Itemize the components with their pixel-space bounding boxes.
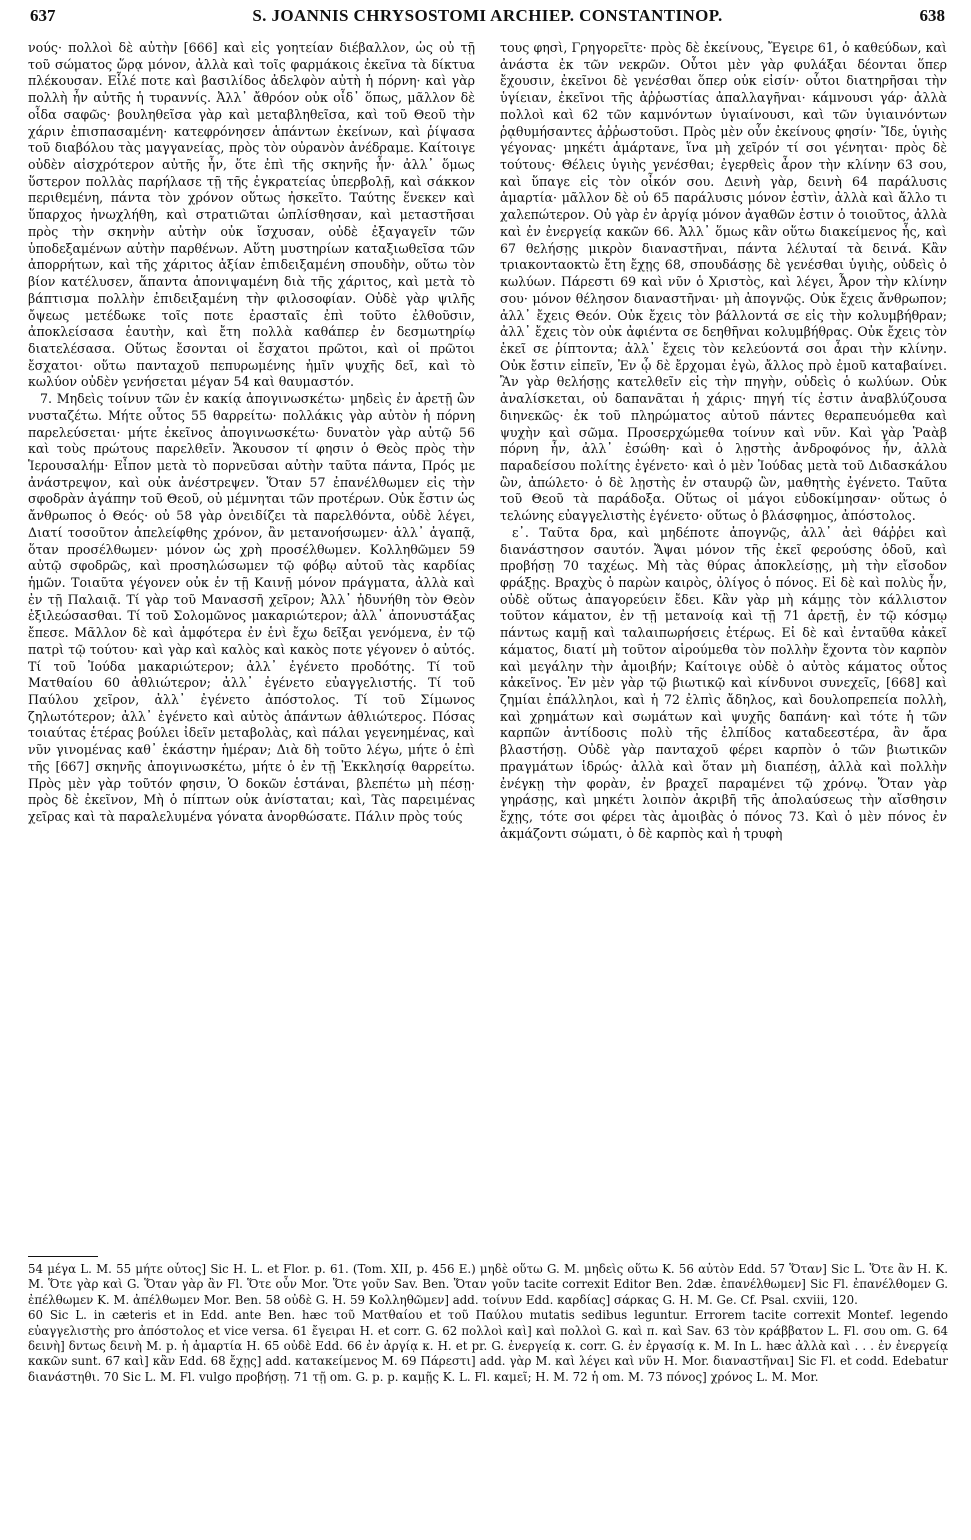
page-number-left: 637 <box>30 6 56 25</box>
footnote-rule <box>28 1256 98 1257</box>
paragraph: 7. Μηδεὶς τοίνυν τῶν ἐν κακίᾳ ἀπογινωσκέτω· μηδεὶς ἐν ἀρετῇ ὢν νυσταζέτω. Μήτε οὗτος 55 θαρρείτω· πολλάκις γὰρ αὐτὸν ἡ πόρνη παρελεύσεται· μήτε ἐκεῖνος ἀπογινωσκέτω· δυνατὸν γὰρ αὐτῷ 56 καὶ τοὺς πρώτους παρελθεῖν. Ἄκουσον τί φησιν ὁ Θεὸς πρὸς τὴν Ἱερουσαλήμ· Εἶπον μετὰ τὸ πορνεῦσαι αὐτὴν ταῦτα πάντα, Πρός με ἀνάστρεψον, καὶ οὐκ ἀνέστρεψεν. Ὅταν 57 ἐπανέλθωμεν εἰς τὴν σφοδρὰν ἀγάπην τοῦ Θεοῦ, οὐ μέμνηται τῶν προτέρων. Οὐκ ἔστιν ὡς ἄνθρωπος ὁ Θεός· οὐ 58 γὰρ ὀνειδίζει τὰ παρελθόντα, οὐδὲ λέγει, Διατί τοσοῦτον ἀπελείφθης χρόνον, ἂν μετανοήσωμεν· ἀλλ᾽ ἀγαπᾷ, ὅταν προσέλθωμεν· μόνον ὡς χρὴ προσέλθωμεν. Κολληθῶμεν 59 αὐτῷ σφοδρῶς, καὶ προσηλώσωμεν τῷ φόβῳ αὐτοῦ τὰς καρδίας ἡμῶν. Τοιαῦτα γέγονεν οὐκ ἐν τῇ Καινῇ μόνον πράγματα, ἀλλὰ καὶ ἐν τῇ Παλαιᾷ. Τί γὰρ τοῦ Μανασσῆ χεῖρον; Ἀλλ᾽ ἠδυνήθη τὸν Θεὸν ἐξιλεώσασθαι. Τί τοῦ Σολομῶνος μακαριώτερον; ἀλλ᾽ ἀπονυστάξας ἔπεσε. Μᾶλλον δὲ καὶ ἀμφότερα ἐν ἑνὶ ἔχω δεῖξαι γενόμενα, ἐν τῷ πατρὶ τῷ τούτου· καὶ γὰρ καὶ καλὸς καὶ κακὸς ποτε γέγονεν ὁ αὐτός. Τί τοῦ Ἰούδα μακαριώτερον; ἀλλ᾽ ἐγένετο προδότης. Τί τοῦ Ματθαίου 60 ἀθλιώτερον; ἀλλ᾽ ἐγένετο εὐαγγελιστής. Τί τοῦ Παύλου χεῖρον, ἀλλ᾽ ἐγένετο ἀπόστολος. Τί τοῦ Σίμωνος ζηλωτότερον; ἀλλ᾽ ἐγένετο καὶ αὐτὸς ἁπάντων ἀθλιώτερος. Πόσας τοιαύτας ἑτέρας βούλει ἰδεῖν μεταβολὰς, καὶ πάλαι γεγενημένας, καὶ νῦν γινομένας καθ᾽ ἑκάστην ἡμέραν; Διὰ δὴ τοῦτο λέγω, μήτε ὁ ἐπὶ τῆς [667] σκηνῆς ἀπογινωσκέτω, μήτε ὁ ἐν τῇ Ἐκκλησίᾳ θαρρείτω. Πρὸς μὲν γὰρ τοῦτόν φησιν, Ὁ δοκῶν ἑστάναι, βλεπέτω μὴ πέσῃ· πρὸς δὲ ἐκεῖνον, Μὴ ὁ πίπτων οὐκ ἀνίσταται; καὶ, Τὰς παρειμένας χεῖρας καὶ τὰ παραλελυμένα γόνατα ἀνορθώσατε. Πάλιν πρὸς τούς <box>28 391 475 825</box>
paragraph: τους φησὶ, Γρηγορεῖτε· πρὸς δὲ ἐκείνους, Ἔγειρε 61, ὁ καθεύδων, καὶ ἀνάστα ἐκ τῶν νεκρῶν. Οὗτοι μὲν γὰρ φυλάξαι δέονται ὅπερ ἔχουσιν, ἐκεῖνοι δὲ γενέσθαι ὅπερ οὐκ εἰσίν· οὗτοι διατηρῆσαι τὴν ὑγίειαν, ἐκεῖνοι τῆς ἀῤῥωστίας ἀπαλλαγῆναι· κάμνουσι γάρ· ἀλλὰ πολλοὶ καὶ 62 τῶν καμνόντων ὑγιαίνουσι, καὶ τῶν ὑγιαινόντων ῥᾳθυμήσαντες ἀῤῥωστοῦσι. Πρὸς μὲν οὖν ἐκείνους φησίν· Ἴδε, ὑγιὴς γέγονας· μηκέτι ἁμάρτανε, ἵνα μὴ χεῖρόν τί σοι γένηται· πρὸς δὲ τούτους· Θέλεις ὑγιὴς γενέσθαι; ἐγερθεὶς ἆρον τὴν κλίνην 63 σου, καὶ ὕπαγε εἰς τὸν οἶκόν σου. Δεινὴ γὰρ, δεινὴ 64 παράλυσις ἁμαρτία· μᾶλλον δὲ οὐ 65 παράλυσις μόνον ἐστὶν, ἀλλὰ καὶ ἄλλο τι χαλεπώτερον. Οὐ γὰρ ἐν ἀργίᾳ μόνον ἀγαθῶν ἐστιν ὁ τοιοῦτος, ἀλλὰ καὶ ἐν ἐνεργείᾳ κακῶν 66. Ἀλλ᾽ ὅμως κἂν οὕτω διακείμενος ἧς, καὶ 67 θελήσῃς μικρὸν διαναστῆναι, πάντα λέλυταί τὰ δεινά. Κἂν τριακονταοκτὼ ἔτη ἔχῃς 68, σπουδάσῃς δὲ γενέσθαι ὑγιὴς, οὐδεὶς ὁ κωλύων. Πάρεστι 69 καὶ νῦν ὁ Χριστὸς, καὶ λέγει, Ἆρον τὴν κλίνην σου· μόνον θέλησον διαναστῆναι· μὴ ἀπογνῷς. Οὐκ ἔχεις ἄνθρωπον; ἀλλ᾽ ἔχεις Θεόν. Οὐκ ἔχεις τὸν βάλλοντά σε εἰς τὴν κολυμβήθραν; ἀλλ᾽ ἔχεις τὸν οὐκ ἀφιέντα σε δεηθῆναι κολυμβήθρας. Οὐκ ἔχεις τὸν ἐκεῖ σε ῥίπτοντα; ἀλλ᾽ ἔχεις τὸν κελεύοντά σοι ἆραι τὴν κλίνην. Οὐκ ἔστιν εἰπεῖν, Ἐν ᾧ δὲ ἔρχομαι ἐγὼ, ἄλλος πρὸ ἐμοῦ καταβαίνει. Ἂν γὰρ θελήσῃς κατελθεῖν εἰς τὴν πηγὴν, οὐδεὶς ὁ κωλύων. Οὐκ ἀναλίσκεται, οὐ δαπανᾶται ἡ χάρις· πηγή τίς ἐστιν ἀναβλύζουσα διηνεκῶς· ἐκ τοῦ πληρώματος αὐτοῦ πάντες θεραπευόμεθα καὶ ψυχὴν καὶ σῶμα. Προσερχώμεθα τοίνυν καὶ νῦν. Καὶ γὰρ Ῥαὰβ πόρνη ἦν, ἀλλ᾽ ἐσώθη· καὶ ὁ λῃστὴς ἀνδροφόνος ἦν, ἀλλὰ παραδείσου πολίτης ἐγένετο· καὶ ὁ μὲν Ἰούδας μετὰ τοῦ Διδασκάλου ὢν, ἀπώλετο· ὁ δὲ λῃστὴς ἐν σταυρῷ ὢν, μαθητὴς ἐγένετο. Ταῦτα τοῦ Θεοῦ τὰ παράδοξα. Οὕτως οἱ μάγοι εὐδοκίμησαν· οὕτως ὁ τελώνης εὐαγγελιστὴς ἐγένετο· οὕτως ὁ βλάσφημος, ἀπόστολος. <box>500 40 947 524</box>
footnote-block: 54 μέγα L. M. 55 μήτε οὗτος] Sic H. L. et Flor. p. 61. (Tom. XII, p. 456 E.) μηδὲ οὕτω G. M. μηδεὶς οὕτω K. 56 αὐτὸν Edd. 57 Ὅταν] Sic L. Ὅτε ἂν H. K. M. Ὅτε γὰρ καὶ G. Ὅταν γὰρ ἂν Fl. Ὅτε οὖν Mor. Ὅτε γοῦν Sav. Ben. Ὅταν γοῦν tacite correxit Editor Ben. 2dæ. ἐπανέλθωμεν] Sic Fl. ἐπανέλθομεν G. ἐπέλθωμεν K. M. ἀπέλθωμεν Mor. Ben. 58 οὐδὲ G. H. 59 Κολληθῶμεν] add. τοίνυν Edd. καρδίας] σάρκας G. H. M. Ge. Cf. Psal. cxviii, 120. <box>28 1262 948 1307</box>
paragraph: νούς· πολλοὶ δὲ αὐτὴν [666] καὶ εἰς γοητείαν διέβαλλον, ὡς οὐ τῇ τοῦ σώματος ὥρᾳ μόνον, ἀλλὰ καὶ τοῖς φαρμάκοις ἐκεῖνα τὰ δίκτυα πλέκουσαν. Εἷλέ ποτε καὶ βασιλίδος ἀδελφὸν αὐτὴ ἡ πόρνη· καὶ γὰρ πολλὴ ἦν αὐτῆς ἡ τυραννίς. Ἀλλ᾽ ἄθρόον οὐκ οἶδ᾽ ὅπως, μᾶλλον δὲ οἶδα σαφῶς· βουληθεῖσα γὰρ καὶ μεταβληθεῖσα, καὶ τοῦ Θεοῦ τὴν χάριν ἐπισπασαμένη· κατεφρόνησεν ἁπάντων ἐκείνων, καὶ ῥίψασα τοῦ διαβόλου τὰς μαγγανείας, πρὸς τὸν οὐρανὸν ἀνέδραμε. Καίτοιγε οὐδὲν αἰσχρότερον αὐτῆς ἦν, ὅτε ἐπὶ τῆς σκηνῆς ἦν· ἀλλ᾽ ὅμως ὕστερον πολλὰς παρήλασε τῇ τῆς ἐγκρατείας ὑπερβολῇ, καὶ σάκκον περιθεμένη, πάντα τὸν χρόνον οὕτως ἠσκεῖτο. Ταύτης ἕνεκεν καὶ ὕπαρχος ἠνωχλήθη, καὶ στρατιῶται ὡπλίσθησαν, καὶ μεταστῆσαι πρὸς τὴν σκηνὴν αὐτὴν οὐκ ἴσχυσαν, οὐδὲ ἐξαγαγεῖν τῶν ὑποδεξαμένων αὐτὴν παρθένων. Αὕτη μυστηρίων καταξιωθεῖσα τῶν ἀπορρήτων, καὶ τῆς χάριτος ἀξίαν ἐπιδειξαμένη σπουδὴν, οὕτω τὸν βίον κατέλυσεν, ἅπαντα ἀπονιψαμένη διὰ τῆς χάριτος, καὶ μετὰ τὸ βάπτισμα πολλὴν ἐπιδειξαμένη τὴν φιλοσοφίαν. Οὐδὲ γὰρ ψιλῆς ὄψεως μετέδωκε τοῖς ποτε ἐρασταῖς ἐπὶ τοῦτο ἐλθοῦσιν, ἀποκλείσασα ἑαυτὴν, καὶ ἔτη πολλὰ καθάπερ ἐν δεσμωτηρίῳ διατελέσασα. Οὕτως ἔσονται οἱ ἔσχατοι πρῶτοι, καὶ οἱ πρῶτοι ἔσχατοι· οὕτω πανταχοῦ πεπυρωμένης ἡμῖν ψυχῆς δεῖ, καὶ τὸ κωλύον οὐδὲν γενήσεται μέγαν 54 καὶ θαυμαστόν. <box>28 40 475 390</box>
running-title: S. JOANNIS CHRYSOSTOMI ARCHIEP. CONSTANTINOP. <box>252 6 723 25</box>
left-column <box>28 40 475 1250</box>
footnote-block: 60 Sic L. in cæteris et in Edd. ante Ben. hæc τοῦ Ματθαίου et τοῦ Παύλου mutatis sedibus leguntur. Errorem tacite correxit Montef. legendo εὐαγγελιστὴς pro ἀπόστολος et vice versa. 61 ἔγειραι H. et corr. G. 62 πολλοὶ καὶ] καὶ πολλοὶ G. καὶ π. καὶ Sav. 63 τὸν κράββατον L. Fl. σου om. G. 64 δεινὴ] δντως δεινὴ M. p. ἡ ἁμαρτία H. 65 οὐδὲ Edd. 66 ἐν ἀργίᾳ κ. H. et pr. G. ἐνεργείᾳ κ. corr. G. ἐν ἐργασίᾳ κ. M. In L. hæc ἀλλὰ καὶ . . . ἐν ἐνεργείᾳ κακῶν sunt. 67 καὶ] κἂν Edd. 68 ἔχῃς] add. κατακείμενος M. 69 Πάρεστι] add. γὰρ M. καὶ λέγει καὶ νῦν H. Mor. διαναστῆναι] Sic Fl. et codd. Edebatur διανάστηθι. 70 Sic L. M. Fl. vulgo προβήσῃ. 71 τῇ om. G. p. p. καμῇς K. L. Fl. καμεῖ; H. M. 72 ἡ om. M. 73 πόνος] χρόνος L. M. Mor. <box>28 1308 948 1384</box>
page-number-right: 638 <box>919 6 945 25</box>
footnotes <box>28 1262 948 1530</box>
right-column <box>500 40 947 1250</box>
paragraph: ε᾽. Ταῦτα δρα, καὶ μηδέποτε ἀπογνῷς, ἀλλ᾽ ἀεὶ θάῤῥει καὶ διανάστησον σαυτόν. Ἄψαι μόνον τῆς ἐκεῖ φερούσης ὁδοῦ, καὶ προβήσῃ 70 ταχέως. Μὴ τὰς θύρας ἀποκλείσῃς, μὴ τὴν εἴσοδον φράξῃς. Βραχὺς ὁ παρὼν καιρὸς, ὀλίγος ὁ πόνος. Εἰ δὲ καὶ πολὺς ἦν, οὐδὲ οὕτως ἀπαγορεύειν ἔδει. Κἂν γὰρ μὴ κάμῃς τὸν κάλλιστον τοῦτον κάματον, ἐν τῇ μετανοίᾳ καὶ τῇ 71 ἀρετῇ, ἐν τῷ κόσμῳ πάντως καμῇ καὶ ταλαιπωρήσεις ἑτέρως. Εἰ δὲ καὶ ἐνταῦθα κἀκεῖ κάματος, διατί μὴ τοῦτον αἱρούμεθα τὸν πολλὴν ἔχοντα τὸν καρπὸν καὶ μεγάλην τὴν ἀμοιβήν; Καίτοιγε οὐδὲ ὁ αὐτὸς κάματος οὗτος κἀκεῖνος. Ἐν μὲν γὰρ τῷ βιωτικῷ καὶ κίνδυνοι συνεχεῖς, [668] καὶ ζημίαι ἐπάλληλοι, καὶ ἡ 72 ἐλπὶς ἄδηλος, καὶ δουλοπρεπεία πολλὴ, καὶ χρημάτων καὶ σωμάτων καὶ ψυχῆς δαπάνη· καὶ τότε ἡ τῶν καρπῶν ἀντίδοσις πολὺ τῆς ἐλπίδος καταδεεστέρα, ἂν ἄρα βλαστήσῃ. Οὐδὲ γὰρ πανταχοῦ φέρει καρπὸν ὁ τῶν βιωτικῶν πραγμάτων ἱδρώς· ἀλλὰ καὶ ὅταν μὴ διαπέσῃ, ἀλλὰ καὶ πολλὴν ἐνέγκῃ τὴν φορὰν, ἐν βραχεῖ παραμένει τῷ χρόνῳ. Ὅταν γὰρ γηράσῃς, καὶ μηκέτι λοιπὸν ἀκριβῆ τῆς ἀπολαύσεως τὴν αἴσθησιν ἔχῃς, τότε σοι φέρει τὰς ἀμοιβὰς ὁ πόνος 73. Καὶ ὁ μὲν πόνος ἐν ἀκμάζοντι σώματι, ὁ δὲ καρπὸς καὶ ἡ τρυφὴ <box>500 524 947 841</box>
page-header <box>30 6 945 32</box>
